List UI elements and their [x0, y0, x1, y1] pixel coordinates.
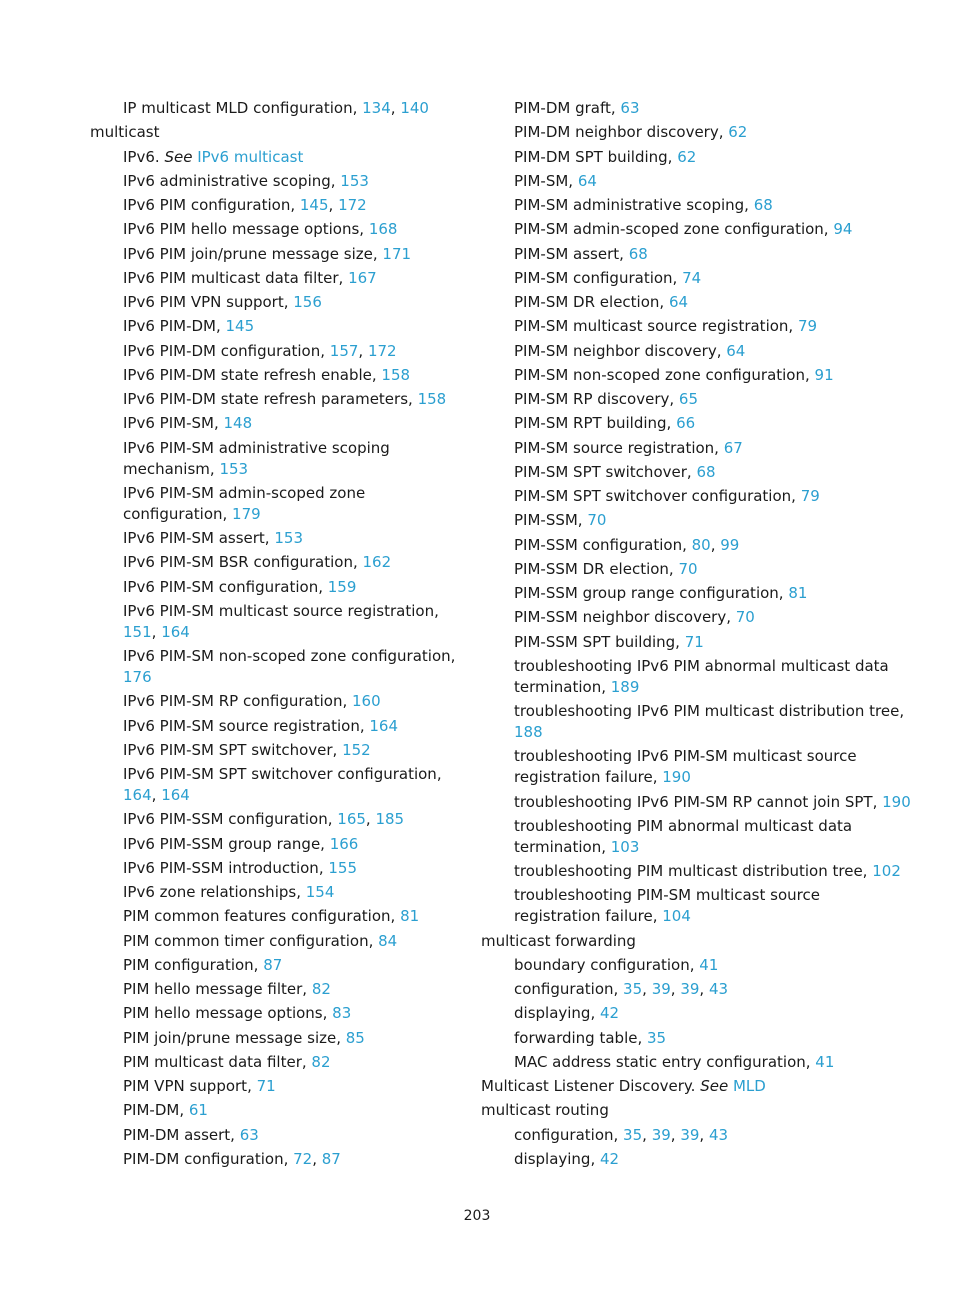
entry-text: IPv6 PIM-SM configuration,	[123, 577, 328, 596]
page-ref-link[interactable]: 64	[726, 341, 746, 360]
page-ref-link[interactable]: 35	[623, 1125, 643, 1144]
index-entry	[481, 292, 911, 313]
index-entry	[481, 701, 911, 743]
page-ref-link[interactable]: 160	[351, 692, 381, 711]
entry-text: PIM-SSM neighbor discovery,	[514, 608, 736, 627]
page-number: 203	[463, 1208, 491, 1224]
entry-text: IPv6 PIM-SSM group range,	[123, 834, 330, 853]
entry-text: IPv6 PIM-SM SPT switchover,	[123, 740, 343, 759]
entry-text: multicast	[90, 123, 160, 142]
index-entry	[90, 1125, 470, 1146]
index-entry	[90, 268, 470, 289]
page-ref-link[interactable]: 81	[788, 584, 808, 602]
entry-text: PIM-SM source registration,	[514, 438, 724, 457]
page-ref-link[interactable]: 87	[321, 1149, 341, 1168]
page-ref-link[interactable]: 72	[293, 1149, 313, 1168]
entry-text: PIM-DM neighbor discovery,	[514, 123, 729, 142]
page-ref-link[interactable]: 157	[329, 341, 359, 360]
entry-text: PIM-SSM configuration,	[514, 535, 692, 554]
page-ref-link[interactable]: 172	[367, 341, 397, 360]
entry-text: PIM common timer configuration,	[123, 931, 379, 950]
index-entry	[481, 792, 911, 813]
page-ref-link[interactable]: 172	[338, 196, 367, 214]
index-entry	[90, 1028, 470, 1049]
index-entry	[481, 462, 911, 483]
index-entry	[90, 365, 470, 386]
page-ref-link[interactable]: 42	[600, 1149, 620, 1168]
page-ref-link[interactable]: 82	[311, 1052, 331, 1071]
entry-text: PIM hello message filter,	[123, 980, 312, 998]
page-ref-link[interactable]: 158	[417, 390, 447, 408]
entry-text: troubleshooting IPv6 PIM multicast distribution tree,	[514, 702, 905, 720]
entry-text: forwarding table,	[514, 1028, 648, 1047]
index-entry	[481, 510, 911, 531]
index-entry	[481, 365, 911, 386]
page-ref-link[interactable]: 61	[188, 1101, 208, 1120]
entry-text: troubleshooting PIM-SM multicast source registration failure,	[514, 886, 820, 926]
entry-text: troubleshooting PIM abnormal multicast data termination,	[514, 816, 853, 856]
entry-text: PIM-SM administrative scoping,	[514, 196, 754, 214]
page-ref-link[interactable]: 85	[345, 1028, 365, 1047]
index-entry	[90, 438, 470, 480]
entry-text: IPv6 zone relationships,	[123, 883, 306, 901]
page-ref-link[interactable]: 39	[680, 980, 700, 998]
index-entry	[90, 1003, 470, 1024]
index-entry: IPv6 PIM-DM configuration, 157, 172	[123, 341, 397, 360]
page-ref-link[interactable]: 152	[342, 740, 371, 759]
entry-text: PIM-DM assert,	[123, 1125, 240, 1144]
entry-text: IPv6 PIM-DM configuration,	[123, 341, 330, 360]
page-ref-link[interactable]: 190	[882, 792, 911, 811]
entry-text: IPv6 PIM-SM RP configuration,	[123, 692, 352, 711]
entry-text: IPv6 administrative scoping,	[123, 171, 341, 190]
index-entry: IPv6 PIM-SM multicast source registration, 151, 164	[123, 601, 439, 641]
index-entry	[481, 816, 911, 858]
index-column-left	[90, 98, 470, 1173]
entry-text: PIM-SSM group range configuration,	[514, 584, 789, 602]
index-entry: IPv6 PIM-SSM configuration, 165, 185	[123, 810, 405, 829]
entry-text: PIM multicast data filter,	[123, 1052, 312, 1071]
index-entry	[90, 577, 470, 598]
page-ref-link[interactable]: 153	[219, 459, 249, 478]
page-ref-link[interactable]: 43	[708, 980, 729, 998]
page-ref-link[interactable]: 71	[256, 1077, 276, 1095]
entry-text: PIM-DM,	[123, 1101, 189, 1120]
index-entry	[90, 528, 470, 549]
index-entry	[481, 559, 911, 580]
index-entry	[481, 1149, 911, 1170]
index-entry	[481, 1003, 911, 1024]
index-entry	[90, 171, 470, 192]
index-entry	[90, 1100, 470, 1121]
entry-text: multicast routing	[481, 1101, 609, 1120]
index-heading	[481, 1100, 911, 1121]
page-ref-link[interactable]: 65	[678, 390, 698, 408]
entry-text: Multicast Listener Discovery.	[481, 1077, 701, 1095]
page-ref-link[interactable]: 64	[577, 171, 597, 190]
entry-text: troubleshooting IPv6 PIM abnormal multicast data termination,	[514, 656, 889, 696]
entry-text: PIM-SSM,	[514, 511, 588, 530]
entry-text: PIM-SM multicast source registration,	[514, 317, 798, 336]
page-ref-link[interactable]: 151	[123, 622, 152, 641]
see-link[interactable]: MLD	[732, 1077, 766, 1095]
index-entry: configuration, 35, 39, 39, 43	[514, 980, 729, 998]
index-entry	[90, 646, 470, 688]
index-heading	[90, 122, 470, 143]
index-column-right	[481, 98, 911, 1173]
entry-text: PIM-SM configuration,	[514, 268, 683, 287]
page-ref-link[interactable]: 190	[662, 768, 691, 787]
entry-text: PIM-SSM DR election,	[514, 559, 679, 578]
page-ref-link[interactable]: 166	[329, 834, 359, 853]
page-ref-link[interactable]: 87	[263, 955, 283, 974]
page-ref-link[interactable]: 41	[815, 1052, 835, 1071]
entry-text: PIM-SM neighbor discovery,	[514, 341, 727, 360]
page-ref-link[interactable]: 74	[682, 268, 702, 287]
index-entry	[481, 316, 911, 337]
page-ref-link[interactable]: 164	[369, 716, 399, 735]
page-ref-link[interactable]: 64	[668, 293, 689, 311]
page-ref-link[interactable]: 102	[872, 862, 901, 880]
entry-text: troubleshooting IPv6 PIM-SM multicast source registration failure,	[514, 747, 857, 787]
entry-text: PIM-DM configuration,	[123, 1149, 294, 1168]
page-ref-link[interactable]: 39	[680, 1125, 700, 1144]
index-entry	[481, 746, 911, 788]
index-entry	[481, 341, 911, 362]
page-ref-link[interactable]: 80	[691, 535, 711, 554]
page-ref-link[interactable]: 164	[123, 786, 152, 804]
page-ref-link[interactable]: 153	[274, 529, 303, 547]
index-entry	[90, 389, 470, 410]
entry-text: configuration,	[514, 980, 624, 998]
page-ref-link[interactable]: 68	[628, 244, 648, 263]
index-entry	[90, 931, 470, 952]
page-ref-link[interactable]: 154	[305, 883, 335, 901]
page-ref-link[interactable]: 155	[328, 858, 357, 877]
entry-text: multicast forwarding	[481, 931, 636, 950]
index-entry	[90, 691, 470, 712]
index-entry	[481, 656, 911, 698]
index-entry	[481, 122, 911, 143]
index-entry	[90, 906, 470, 927]
page-ref-link[interactable]: 104	[662, 907, 691, 926]
page-ref-link[interactable]: 71	[684, 632, 704, 651]
index-entry	[481, 486, 911, 507]
entry-text: IPv6 PIM-SM BSR configuration,	[123, 553, 363, 572]
entry-text: IPv6 PIM-SSM configuration,	[123, 810, 338, 829]
index-entry: IPv6 PIM-SM SPT switchover configuration, 164, 164	[123, 765, 442, 804]
index-entry	[481, 219, 911, 240]
page-ref-link[interactable]: 99	[720, 535, 740, 554]
page-ref-link[interactable]: 91	[814, 365, 834, 384]
index-entry: IP multicast MLD configuration, 134, 140	[123, 99, 429, 117]
entry-text: IPv6 PIM-SM SPT switchover configuration,	[123, 765, 442, 783]
page-ref-link[interactable]: 165	[337, 810, 366, 829]
page-ref-link[interactable]: 66	[676, 414, 696, 433]
index-entry	[481, 885, 911, 927]
entry-text: IPv6.	[123, 147, 165, 166]
index-heading	[481, 1076, 911, 1097]
page-ref-link[interactable]: 68	[753, 196, 773, 214]
index-entry	[481, 171, 911, 192]
page-ref-link[interactable]: 162	[362, 553, 392, 572]
page-ref-link[interactable]: 140	[400, 99, 429, 117]
entry-text: IPv6 PIM-SM non-scoped zone configuration,	[123, 647, 456, 665]
entry-text: MAC address static entry configuration,	[514, 1052, 816, 1071]
index-entry	[90, 292, 470, 313]
entry-text: PIM hello message options,	[123, 1004, 333, 1023]
entry-text: configuration,	[514, 1125, 624, 1144]
entry-text: PIM common features configuration,	[123, 907, 401, 926]
index-heading	[481, 931, 911, 952]
page-ref-link[interactable]: 164	[161, 786, 190, 804]
entry-text: PIM-SM,	[514, 171, 578, 190]
page-ref-link[interactable]: 188	[514, 723, 543, 741]
index-entry	[481, 389, 911, 410]
page-ref-link[interactable]: 148	[223, 414, 253, 433]
entry-text: PIM-DM graft,	[514, 99, 621, 117]
page-ref-link[interactable]: 62	[728, 123, 748, 142]
page-ref-link[interactable]: 42	[600, 1004, 620, 1023]
entry-text: IPv6 PIM-SM admin-scoped zone configuration,	[123, 483, 366, 523]
page-ref-link[interactable]: 68	[696, 462, 716, 481]
index-entry	[481, 632, 911, 653]
index-entry	[481, 583, 911, 604]
index-entry	[90, 979, 470, 1000]
page-ref-link[interactable]: 35	[647, 1028, 667, 1047]
page-ref-link[interactable]: 164	[161, 622, 190, 641]
index-entry	[90, 834, 470, 855]
entry-text: IPv6 PIM-DM state refresh enable,	[123, 365, 382, 384]
entry-text: IP multicast MLD configuration,	[123, 99, 363, 117]
page-ref-link[interactable]: 176	[123, 668, 152, 686]
index-entry	[90, 552, 470, 573]
entry-text: PIM configuration,	[123, 955, 264, 974]
page-ref-link[interactable]: 103	[610, 837, 640, 856]
index-entry	[481, 607, 911, 628]
entry-text: troubleshooting IPv6 PIM-SM RP cannot join SPT,	[514, 792, 883, 811]
entry-text: IPv6 PIM-SM multicast source registration,	[123, 601, 439, 620]
entry-text: IPv6 PIM-DM state refresh parameters,	[123, 390, 418, 408]
entry-text: PIM-SM SPT switchover configuration,	[514, 487, 801, 505]
page-ref-link[interactable]: 39	[651, 980, 671, 998]
index-entry: PIM-SSM configuration, 80, 99	[514, 535, 740, 554]
page-ref-link[interactable]: 70	[735, 608, 755, 627]
entry-text: IPv6 PIM configuration,	[123, 196, 300, 214]
index-entry	[90, 882, 470, 903]
index-entry	[90, 1052, 470, 1073]
index-entry	[90, 244, 470, 265]
index-entry	[481, 1052, 911, 1073]
index-entry	[481, 195, 911, 216]
entry-text: IPv6 PIM VPN support,	[123, 293, 294, 311]
index-entry	[481, 955, 911, 976]
index-entry	[481, 438, 911, 459]
index-entry	[481, 1028, 911, 1049]
entry-text: PIM join/prune message size,	[123, 1028, 346, 1047]
index-entry	[481, 413, 911, 434]
entry-text: PIM-SSM SPT building,	[514, 632, 685, 651]
index-entry	[481, 244, 911, 265]
page-ref-link[interactable]: 62	[677, 147, 697, 166]
page-ref-link[interactable]: 39	[651, 1125, 671, 1144]
page-ref-link[interactable]: 41	[699, 955, 719, 974]
entry-text: PIM-SM DR election,	[514, 293, 669, 311]
index-entry	[481, 147, 911, 168]
index-entry	[481, 98, 911, 119]
page-ref-link[interactable]: 82	[311, 980, 331, 998]
index-entry	[90, 716, 470, 737]
page-ref-link[interactable]: 63	[239, 1125, 259, 1144]
see-label: See	[700, 1077, 729, 1095]
index-entry	[90, 955, 470, 976]
index-entry	[90, 316, 470, 337]
page-ref-link[interactable]: 70	[678, 559, 698, 578]
page-ref-link[interactable]: 84	[378, 931, 398, 950]
entry-text: boundary configuration,	[514, 955, 700, 974]
entry-text: IPv6 PIM-DM,	[123, 317, 226, 336]
page-ref-link[interactable]: 179	[232, 504, 261, 523]
page-ref-link[interactable]: 156	[293, 293, 322, 311]
entry-text: PIM-SM RPT building,	[514, 414, 677, 433]
index-entry	[481, 861, 911, 882]
index-entry	[481, 268, 911, 289]
page-ref-link[interactable]: 185	[375, 810, 405, 829]
index-entry	[90, 858, 470, 879]
index-entry	[90, 147, 470, 168]
index-entry	[90, 740, 470, 761]
page-ref-link[interactable]: 134	[362, 99, 391, 117]
page-ref-link[interactable]: 67	[723, 438, 743, 457]
entry-text: PIM-SM assert,	[514, 244, 629, 263]
entry-text: PIM-DM SPT building,	[514, 147, 678, 166]
entry-text: IPv6 PIM join/prune message size,	[123, 244, 383, 263]
entry-text: IPv6 PIM-SM source registration,	[123, 716, 370, 735]
page-ref-link[interactable]: 79	[797, 317, 818, 336]
page-ref-link[interactable]: 81	[400, 907, 420, 926]
index-entry	[90, 483, 470, 525]
index-entry: PIM-DM configuration, 72, 87	[123, 1149, 341, 1168]
page-ref-link[interactable]: 171	[382, 244, 412, 263]
entry-text: PIM-SM SPT switchover,	[514, 462, 697, 481]
page-ref-link[interactable]: 35	[623, 980, 643, 998]
entry-text: displaying,	[514, 1149, 600, 1168]
entry-text: PIM VPN support,	[123, 1077, 257, 1095]
page-ref-link[interactable]: 94	[833, 220, 853, 239]
page-ref-link[interactable]: 43	[708, 1125, 729, 1144]
entry-text: IPv6 PIM-SM administrative scoping mechanism,	[123, 438, 390, 478]
entry-text: displaying,	[514, 1004, 600, 1023]
entry-text: PIM-SM admin-scoped zone configuration,	[514, 220, 834, 239]
entry-text: IPv6 PIM-SM assert,	[123, 529, 275, 547]
index-entry	[90, 1076, 470, 1097]
page-ref-link[interactable]: 158	[381, 365, 411, 384]
page-ref-link[interactable]: 189	[610, 677, 640, 696]
entry-text: IPv6 PIM multicast data filter,	[123, 268, 349, 287]
see-link[interactable]: IPv6 multicast	[197, 147, 304, 166]
page-ref-link[interactable]: 145	[299, 196, 329, 214]
page-ref-link[interactable]: 145	[225, 317, 255, 336]
page-ref-link[interactable]: 63	[620, 99, 640, 117]
page-ref-link[interactable]: 153	[340, 171, 369, 190]
page-ref-link[interactable]: 70	[587, 511, 607, 530]
index-entry	[90, 413, 470, 434]
index-entry: configuration, 35, 39, 39, 43	[514, 1125, 729, 1144]
entry-text: IPv6 PIM-SSM introduction,	[123, 858, 329, 877]
page-ref-link[interactable]: 83	[332, 1004, 352, 1023]
entry-text: IPv6 PIM-SM,	[123, 414, 224, 433]
index-entry	[90, 219, 470, 240]
page-ref-link[interactable]: 79	[800, 487, 820, 505]
entry-text: PIM-SM non-scoped zone configuration,	[514, 365, 815, 384]
page-ref-link[interactable]: 167	[348, 268, 377, 287]
page-ref-link[interactable]: 168	[368, 220, 398, 239]
page-ref-link[interactable]: 159	[327, 577, 357, 596]
entry-text: PIM-SM RP discovery,	[514, 390, 679, 408]
see-label: See	[164, 147, 193, 166]
entry-text: IPv6 PIM hello message options,	[123, 220, 369, 239]
index-entry: IPv6 PIM configuration, 145, 172	[123, 196, 367, 214]
entry-text: troubleshooting PIM multicast distribution tree,	[514, 862, 873, 880]
